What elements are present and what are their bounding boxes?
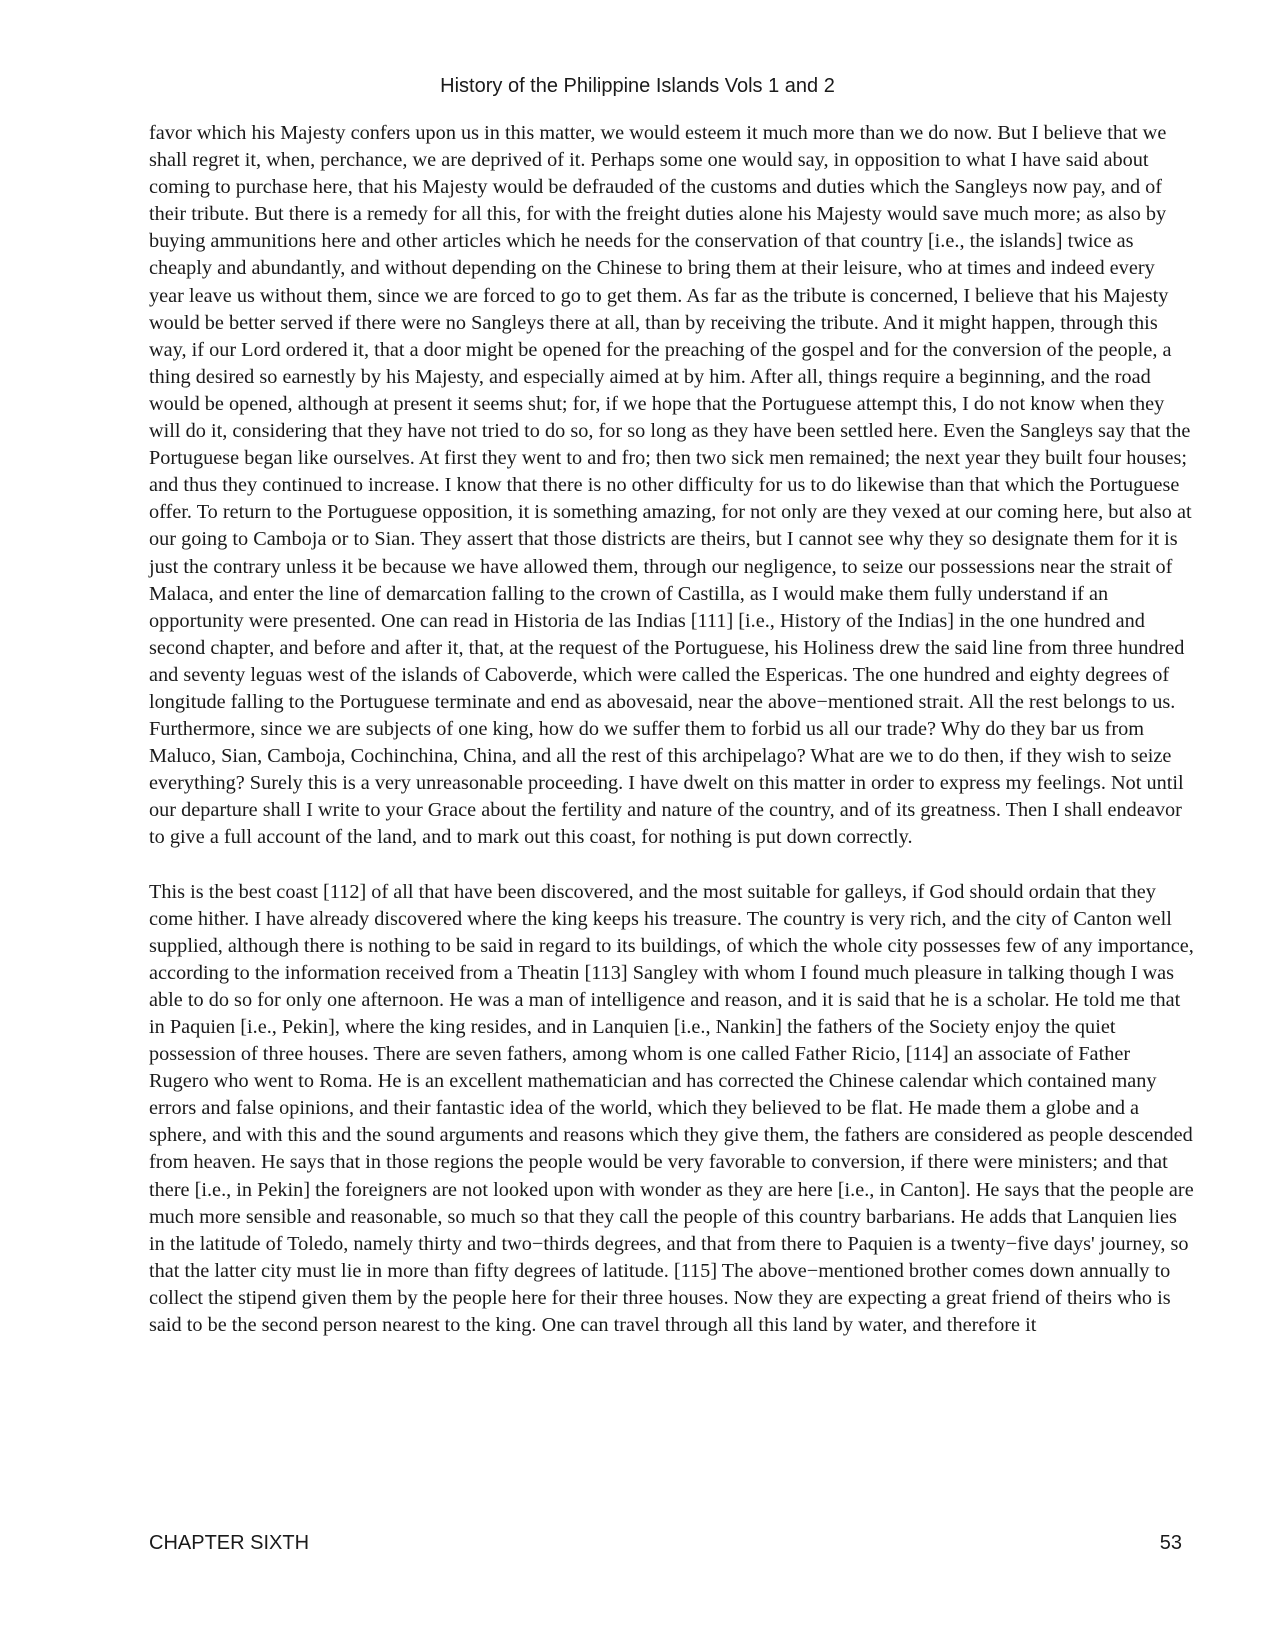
body-text xyxy=(149,120,1194,1339)
paragraph: This is the best coast [112] of all that have been discovered, and the most suitable for galleys, if God should ordain that they come hither. I have already discovered where the king keeps his treasure. The country is very rich, and the city of Canton well supplied, although there is nothing to be said in regard to its buildings, of which the whole city possesses few of any importance, according to the information received from a Theatin [113] Sangley with whom I found much pleasure in talking though I was able to do so for only one afternoon. He was a man of intelligence and reason, and it is said that he is a scholar. He told me that in Paquien [i.e., Pekin], where the king resides, and in Lanquien [i.e., Nankin] the fathers of the Society enjoy the quiet possession of three houses. There are seven fathers, among whom is one called Father Ricio, [114] an associate of Father Rugero who went to Roma. He is an excellent mathematician and has corrected the Chinese calendar which contained many errors and false opinions, and their fantastic idea of the world, which they believed to be flat. He made them a globe and a sphere, and with this and the sound arguments and reasons which they give them, the fathers are considered as people descended from heaven. He says that in those regions the people would be very favorable to conversion, if there were ministers; and that there [i.e., in Pekin] the foreigners are not looked upon with wonder as they are here [i.e., in Canton]. He says that the people are much more sensible and reasonable, so much so that they call the people of this country barbarians. He adds that Lanquien lies in the latitude of Toledo, namely thirty and two−thirds degrees, and that from there to Paquien is a twenty−five days' journey, so that the latter city must lie in more than fifty degrees of latitude. [115] The above−mentioned brother comes down annually to collect the stipend given them by the people here for their three houses. Now they are expecting a great friend of theirs who is said to be the second person nearest to the king. One can travel through all this land by water, and therefore it xyxy=(149,880,1194,1337)
running-header: History of the Philippine Islands Vols 1 and 2 xyxy=(440,75,835,97)
paragraph: favor which his Majesty confers upon us in this matter, we would esteem it much more than we do now. But I believe that we shall regret it, when, perchance, we are deprived of it. Perhaps some one would say, in opposition to what I have said about coming to purchase here, that his Majesty would be defrauded of the customs and duties which the Sangleys now pay, and of their tribute. But there is a remedy for all this, for with the freight duties alone his Majesty would save much more; as also by buying ammunitions here and other articles which he needs for the conservation of that country [i.e., the islands] twice as cheaply and abundantly, and without depending on the Chinese to bring them at their leisure, who at times and indeed every year leave us without them, since we are forced to go to get them. As far as the tribute is concerned, I believe that his Majesty would be better served if there were no Sangleys there at all, than by receiving the tribute. And it might happen, through this way, if our Lord ordered it, that a door might be opened for the preaching of the gospel and for the conversion of the people, a thing desired so earnestly by his Majesty, and especially aimed at by him. After all, things require a beginning, and the road would be opened, although at present it seems shut; for, if we hope that the Portuguese attempt this, I do not know when they will do it, considering that they have not tried to do so, for so long as they have been settled here. Even the Sangleys say that the Portuguese began like ourselves. At first they went to and fro; then two sick men remained; the next year they built four houses; and thus they continued to increase. I know that there is no other difficulty for us to do likewise than that which the Portuguese offer. To return to the Portuguese opposition, it is something amazing, for not only are they vexed at our coming here, but also at our going to Camboja or to Sian. They assert that those districts are theirs, but I cannot see why they so designate them for it is just the contrary unless it be because we have allowed them, through our negligence, to seize our possessions near the strait of Malaca, and enter the line of demarcation falling to the crown of Castilla, as I would make them fully understand if an opportunity were presented. One can read in Historia de las Indias [111] [i.e., History of the Indias] in the one hundred and second chapter, and before and after it, that, at the request of the Portuguese, his Holiness drew the said line from three hundred and seventy leguas west of the islands of Caboverde, which were called the Espericas. The one hundred and eighty degrees of longitude falling to the Portuguese terminate and end as abovesaid, near the above−mentioned strait. All the rest belongs to us. Furthermore, since we are subjects of one king, how do we suffer them to forbid us all our trade? Why do they bar us from Maluco, Sian, Camboja, Cochinchina, China, and all the rest of this archipelago? What are we to do then, if they wish to seize everything? Surely this is a very unreasonable proceeding. I have dwelt on this matter in order to express my feelings. Not until our departure shall I write to your Grace about the fertility and nature of the country, and of its greatness. Then I shall endeavor to give a full account of the land, and to mark out this coast, for nothing is put down correctly. xyxy=(149,122,1192,849)
page-number: 53 xyxy=(1159,1532,1182,1554)
chapter-label: CHAPTER SIXTH xyxy=(149,1532,310,1554)
